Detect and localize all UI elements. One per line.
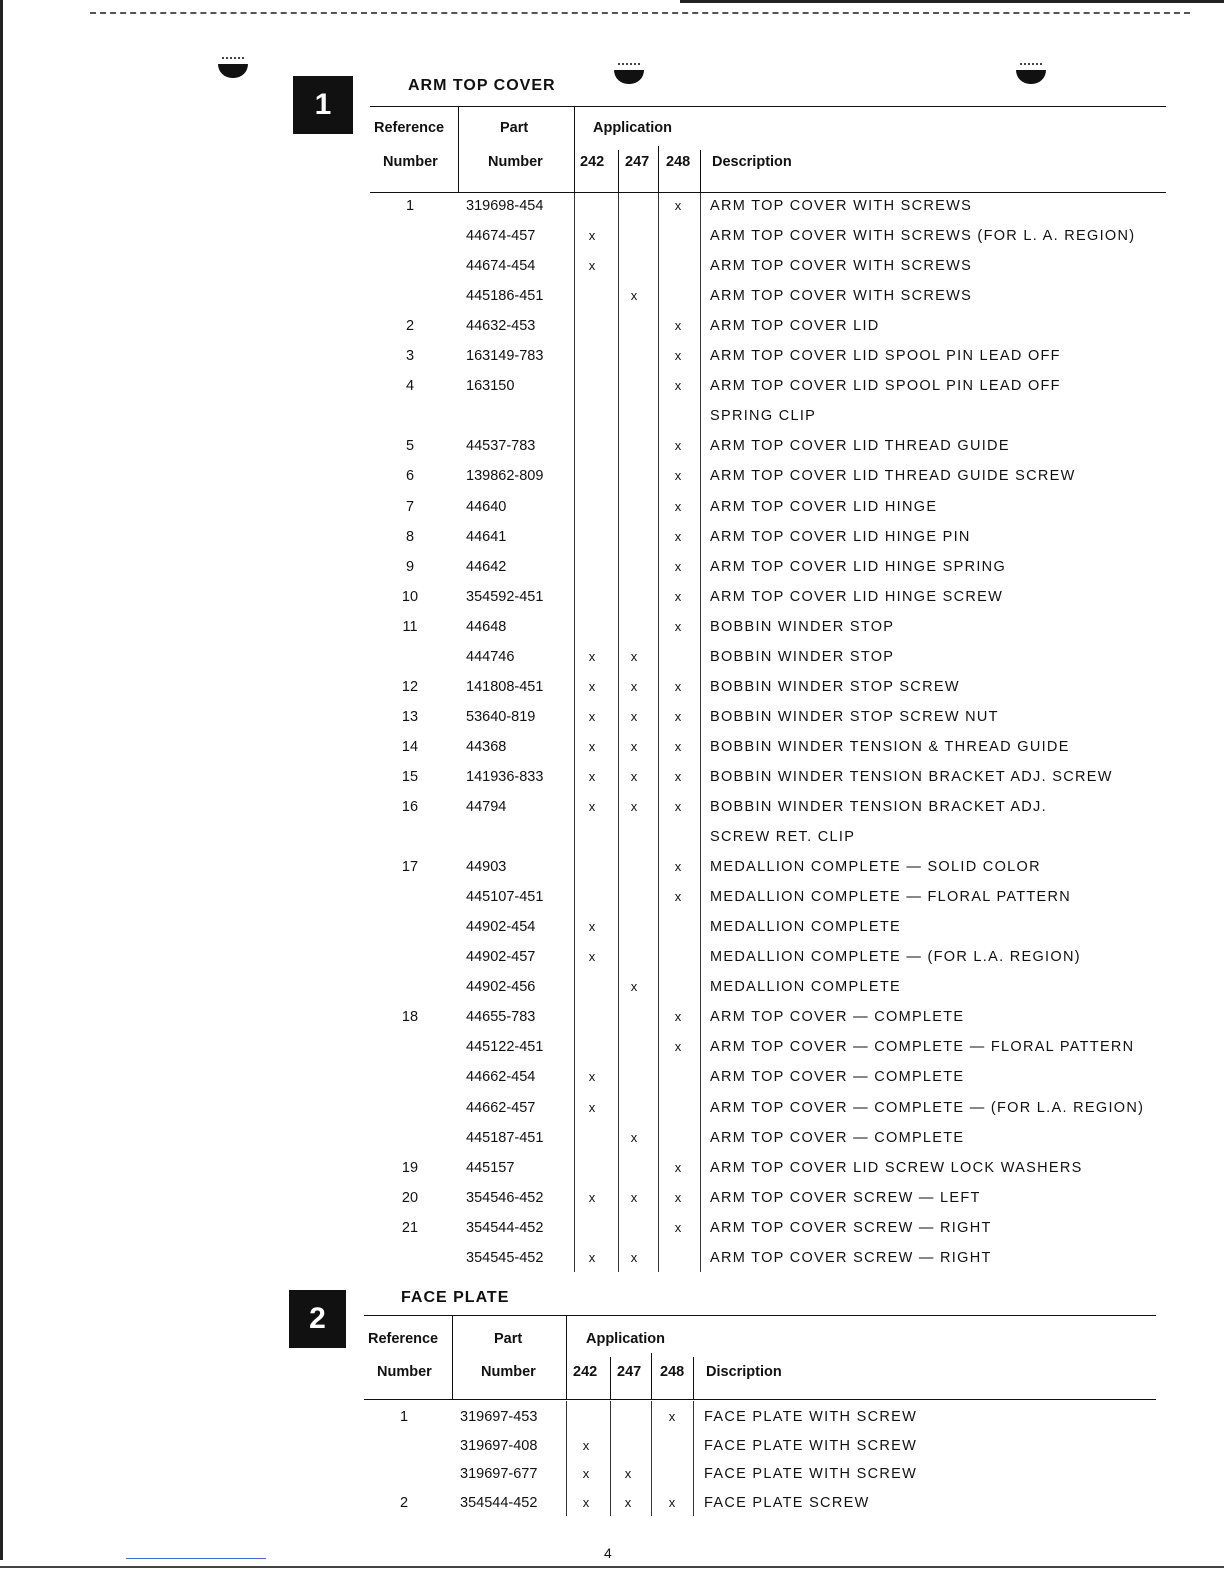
section-2-title: FACE PLATE — [401, 1289, 510, 1306]
description-text: BOBBIN WINDER TENSION & THREAD GUIDE — [710, 738, 1070, 755]
table-row — [370, 619, 1166, 643]
part-number: 44902-456 — [466, 979, 536, 996]
application-248-mark: x — [674, 468, 682, 484]
description-text: BOBBIN WINDER STOP — [710, 648, 895, 665]
scan-bottom-mark — [126, 1558, 266, 1559]
part-number: 44640 — [466, 498, 507, 515]
application-242-mark: x — [588, 919, 596, 935]
table-row — [370, 949, 1166, 973]
description-text: FACE PLATE WITH SCREW — [704, 1409, 918, 1425]
application-248-mark: x — [674, 1009, 682, 1025]
part-number: 44537-783 — [466, 438, 536, 455]
application-248-mark: x — [674, 1039, 682, 1055]
part-number: 44642 — [466, 558, 507, 575]
section-1-title: ARM TOP COVER — [408, 77, 556, 94]
header-divider — [693, 1357, 694, 1399]
reference-number: 18 — [401, 1009, 419, 1026]
application-247-mark: x — [630, 1249, 638, 1265]
reference-number: 15 — [401, 768, 419, 785]
table-row — [370, 499, 1166, 523]
table-row — [370, 1009, 1166, 1033]
description-text: BOBBIN WINDER STOP SCREW NUT — [710, 708, 999, 725]
application-247-mark: x — [624, 1495, 632, 1511]
scan-bottom-edge — [0, 1566, 1224, 1568]
reference-number: 1 — [399, 1409, 409, 1425]
description-header: Description — [712, 154, 792, 170]
table-row — [370, 318, 1166, 342]
table-row — [370, 438, 1166, 462]
application-248-mark: x — [668, 1495, 676, 1511]
part-number: 354546-452 — [466, 1189, 544, 1206]
scan-left-edge — [0, 0, 3, 1560]
table-row — [370, 859, 1166, 883]
header-divider — [618, 150, 619, 192]
application-242-mark: x — [588, 1249, 596, 1265]
description-text: ARM TOP COVER LID SPOOL PIN LEAD OFF — [710, 348, 1061, 365]
application-248-mark: x — [674, 1219, 682, 1235]
table-row — [370, 889, 1166, 913]
part-number: 445187-451 — [466, 1129, 544, 1146]
description-text: ARM TOP COVER LID SCREW LOCK WASHERS — [710, 1159, 1083, 1176]
part-number: 354544-452 — [460, 1495, 538, 1512]
face-plate-table — [364, 1307, 1156, 1517]
table-row — [370, 919, 1166, 943]
app-242-header: 242 — [580, 154, 605, 170]
part-number: 319697-677 — [460, 1466, 538, 1483]
application-248-mark: x — [674, 738, 682, 754]
table-row — [364, 1495, 1160, 1519]
app-242-header: 242 — [573, 1364, 598, 1380]
reference-number: 2 — [399, 1495, 409, 1512]
table-row — [370, 799, 1166, 823]
application-242-mark: x — [588, 228, 596, 244]
part-number: 44662-454 — [466, 1069, 536, 1086]
application-248-mark: x — [674, 378, 682, 394]
table-row — [370, 1220, 1166, 1244]
reference-number: 6 — [405, 468, 415, 485]
table-row — [364, 1409, 1160, 1433]
part-number: 44902-457 — [466, 949, 536, 966]
table-row — [370, 1100, 1166, 1124]
ref-header-2: Number — [383, 154, 438, 170]
application-248-mark: x — [674, 198, 682, 213]
table-row — [370, 679, 1166, 703]
section-1-badge: 1 — [293, 76, 353, 134]
table-row — [370, 378, 1166, 402]
column-rule — [693, 1401, 694, 1516]
application-248-mark: x — [674, 438, 682, 454]
description-text: ARM TOP COVER LID THREAD GUIDE SCREW — [710, 468, 1076, 485]
table-row — [370, 649, 1166, 673]
application-242-mark: x — [582, 1495, 590, 1511]
description-text: ARM TOP COVER LID HINGE — [710, 498, 938, 515]
reference-number: 19 — [401, 1159, 419, 1176]
header-divider — [610, 1357, 611, 1399]
table-row — [370, 1039, 1166, 1063]
column-rule — [618, 190, 619, 1272]
reference-number: 2 — [405, 318, 415, 335]
reference-number: 21 — [401, 1219, 419, 1236]
description-text: ARM TOP COVER WITH SCREWS — [710, 288, 973, 305]
application-247-mark: x — [630, 768, 638, 784]
part-number: 44368 — [466, 738, 507, 755]
application-248-mark: x — [674, 799, 682, 814]
table-row — [370, 348, 1166, 372]
binder-hole-left — [218, 64, 248, 78]
table-header-rule — [370, 192, 1166, 193]
part-number: 44641 — [466, 528, 507, 545]
header-divider — [566, 1315, 567, 1399]
application-248-mark: x — [674, 1189, 682, 1205]
table-row — [370, 769, 1166, 793]
application-247-mark: x — [630, 738, 638, 754]
application-248-mark: x — [674, 498, 682, 514]
application-248-mark: x — [674, 768, 682, 784]
application-242-mark: x — [582, 1466, 590, 1482]
header-divider — [574, 106, 575, 192]
table-row — [370, 258, 1166, 282]
application-242-mark: x — [588, 768, 596, 784]
description-text: ARM TOP COVER SCREW — RIGHT — [710, 1249, 992, 1266]
application-248-mark: x — [674, 588, 682, 604]
part-number: 445186-451 — [466, 288, 544, 305]
application-242-mark: x — [588, 678, 596, 694]
part-number: 141808-451 — [466, 678, 544, 695]
application-247-mark: x — [630, 648, 638, 664]
table-row — [370, 1250, 1166, 1274]
app-248-header: 248 — [660, 1364, 685, 1380]
application-248-mark: x — [674, 889, 682, 905]
application-247-mark: x — [630, 1189, 638, 1205]
description-text: MEDALLION COMPLETE — [710, 919, 901, 936]
description-text: SPRING CLIP — [710, 408, 817, 425]
reference-number: 10 — [401, 588, 419, 605]
column-rule — [658, 190, 659, 1272]
part-number: 53640-819 — [466, 708, 536, 725]
binder-hole-center — [614, 70, 644, 84]
application-242-mark: x — [588, 1069, 596, 1085]
column-rule — [566, 1401, 567, 1516]
header-divider — [452, 1315, 453, 1399]
part-number: 163149-783 — [466, 348, 544, 365]
part-header-2: Number — [481, 1364, 536, 1380]
application-247-mark: x — [630, 678, 638, 694]
description-text: FACE PLATE WITH SCREW — [704, 1437, 918, 1454]
table-row — [370, 1069, 1166, 1093]
description-text: ARM TOP COVER LID HINGE SPRING — [710, 558, 1007, 575]
description-text: BOBBIN WINDER STOP — [710, 618, 895, 635]
part-number: 141936-833 — [466, 768, 544, 785]
application-242-mark: x — [588, 799, 596, 814]
table-row — [370, 979, 1166, 1003]
table-row — [370, 529, 1166, 553]
description-text: BOBBIN WINDER STOP SCREW — [710, 678, 960, 695]
description-text: ARM TOP COVER — COMPLETE — FLORAL PATTERN — [710, 1039, 1135, 1056]
part-number: 44655-783 — [466, 1009, 536, 1026]
description-text: SCREW RET. CLIP — [710, 829, 856, 846]
reference-number: 4 — [405, 378, 415, 395]
binder-hole-right — [1016, 70, 1046, 84]
description-text: BOBBIN WINDER TENSION BRACKET ADJ. — [710, 799, 1047, 815]
app-248-header: 248 — [666, 154, 691, 170]
table-row — [370, 468, 1166, 492]
description-text: ARM TOP COVER — COMPLETE — (FOR L.A. REGION) — [710, 1099, 1145, 1116]
part-header-2: Number — [488, 154, 543, 170]
application-247-mark: x — [630, 288, 638, 304]
application-247-mark: x — [630, 1129, 638, 1145]
table-row — [370, 559, 1166, 583]
header-divider — [700, 150, 701, 192]
part-number: 163150 — [466, 378, 515, 395]
ref-header-1: Reference — [374, 120, 445, 136]
application-248-mark: x — [674, 1159, 682, 1175]
part-number: 44903 — [466, 859, 507, 876]
reference-number: 8 — [405, 528, 415, 545]
part-number: 354544-452 — [466, 1219, 544, 1236]
application-248-mark: x — [668, 1409, 676, 1424]
description-text: MEDALLION COMPLETE — FLORAL PATTERN — [710, 889, 1072, 906]
part-number: 139862-809 — [466, 468, 544, 485]
application-247-mark: x — [630, 979, 638, 995]
description-text: MEDALLION COMPLETE — SOLID COLOR — [710, 859, 1041, 876]
application-242-mark: x — [588, 648, 596, 664]
application-248-mark: x — [674, 618, 682, 634]
arm-top-cover-table — [370, 98, 1166, 1268]
header-divider — [458, 106, 459, 192]
part-number: 44648 — [466, 618, 507, 635]
description-text: ARM TOP COVER — COMPLETE — [710, 1069, 965, 1086]
column-rule — [700, 190, 701, 1272]
table-top-rule — [364, 1315, 1156, 1316]
column-rule — [574, 190, 575, 1272]
scan-top-edge — [680, 0, 1224, 3]
part-number: 354545-452 — [466, 1249, 544, 1266]
reference-number: 1 — [405, 198, 415, 214]
application-242-mark: x — [588, 1189, 596, 1205]
description-text: ARM TOP COVER SCREW — LEFT — [710, 1189, 981, 1206]
ref-header-1: Reference — [368, 1331, 439, 1347]
description-text: MEDALLION COMPLETE — (FOR L.A. REGION) — [710, 949, 1081, 966]
application-247-mark: x — [630, 708, 638, 724]
reference-number: 12 — [401, 678, 419, 695]
table-row — [370, 829, 1166, 853]
description-text: ARM TOP COVER — COMPLETE — [710, 1009, 965, 1026]
column-rule — [651, 1401, 652, 1516]
table-row — [370, 408, 1166, 432]
application-242-mark: x — [588, 738, 596, 754]
description-text: ARM TOP COVER WITH SCREWS — [710, 198, 973, 214]
reference-number: 20 — [401, 1189, 419, 1206]
description-text: ARM TOP COVER WITH SCREWS (FOR L. A. REGION) — [710, 228, 1136, 245]
description-text: MEDALLION COMPLETE — [710, 979, 901, 996]
part-number: 354592-451 — [466, 588, 544, 605]
application-242-mark: x — [588, 258, 596, 274]
part-number: 445107-451 — [466, 889, 544, 906]
description-header: Discription — [706, 1364, 782, 1380]
description-text: ARM TOP COVER SCREW — RIGHT — [710, 1219, 992, 1236]
part-number: 44674-457 — [466, 228, 536, 245]
part-header-1: Part — [500, 120, 529, 136]
part-number: 44794 — [466, 799, 507, 815]
app-247-header: 247 — [617, 1364, 642, 1380]
description-text: ARM TOP COVER LID — [710, 318, 880, 335]
table-row — [370, 739, 1166, 763]
scan-top-rule — [90, 12, 1190, 14]
application-242-mark: x — [588, 1099, 596, 1115]
part-number: 319697-408 — [460, 1437, 538, 1454]
table-top-rule — [370, 106, 1166, 107]
application-248-mark: x — [674, 558, 682, 574]
column-rule — [610, 1401, 611, 1516]
application-242-mark: x — [582, 1437, 590, 1453]
description-text: ARM TOP COVER WITH SCREWS — [710, 258, 973, 275]
application-248-mark: x — [674, 859, 682, 875]
header-divider — [651, 1353, 652, 1399]
reference-number: 3 — [405, 348, 415, 365]
reference-number: 11 — [402, 618, 418, 635]
table-row — [370, 709, 1166, 733]
application-248-mark: x — [674, 348, 682, 364]
description-text: ARM TOP COVER LID THREAD GUIDE — [710, 438, 1010, 455]
application-247-mark: x — [630, 799, 638, 814]
table-row — [370, 1130, 1166, 1154]
table-row — [370, 228, 1166, 252]
app-247-header: 247 — [625, 154, 650, 170]
application-header: Application — [586, 1331, 665, 1347]
description-text: ARM TOP COVER LID SPOOL PIN LEAD OFF — [710, 378, 1061, 395]
table-row — [370, 198, 1166, 222]
table-row — [364, 1466, 1160, 1490]
reference-number: 9 — [405, 558, 415, 575]
table-header-rule — [364, 1399, 1156, 1400]
application-247-mark: x — [624, 1466, 632, 1482]
application-248-mark: x — [674, 678, 682, 694]
part-number: 319697-453 — [460, 1409, 538, 1425]
reference-number: 5 — [405, 438, 415, 455]
table-row — [370, 1190, 1166, 1214]
section-2-badge: 2 — [289, 1290, 346, 1348]
table-row — [370, 1160, 1166, 1184]
part-number: 44662-457 — [466, 1099, 536, 1116]
application-header: Application — [593, 120, 672, 136]
application-242-mark: x — [588, 949, 596, 965]
description-text: FACE PLATE WITH SCREW — [704, 1466, 918, 1483]
reference-number: 16 — [401, 799, 419, 815]
table-row — [364, 1438, 1160, 1462]
description-text: BOBBIN WINDER TENSION BRACKET ADJ. SCREW — [710, 768, 1113, 785]
application-242-mark: x — [588, 708, 596, 724]
ref-header-2: Number — [377, 1364, 432, 1380]
reference-number: 7 — [405, 498, 415, 515]
reference-number: 13 — [401, 708, 419, 725]
part-number: 44632-453 — [466, 318, 536, 335]
description-text: ARM TOP COVER LID HINGE SCREW — [710, 588, 1004, 605]
application-248-mark: x — [674, 708, 682, 724]
part-number: 44674-454 — [466, 258, 536, 275]
part-number: 444746 — [466, 648, 515, 665]
description-text: ARM TOP COVER — COMPLETE — [710, 1129, 965, 1146]
table-row — [370, 589, 1166, 613]
table-row — [370, 288, 1166, 312]
reference-number: 14 — [401, 738, 419, 755]
part-number: 319698-454 — [466, 198, 544, 214]
part-number: 44902-454 — [466, 919, 536, 936]
description-text: ARM TOP COVER LID HINGE PIN — [710, 528, 971, 545]
application-248-mark: x — [674, 528, 682, 544]
reference-number: 17 — [401, 859, 419, 876]
description-text: FACE PLATE SCREW — [704, 1495, 870, 1512]
part-number: 445122-451 — [466, 1039, 544, 1056]
page-number: 4 — [604, 1545, 612, 1561]
header-divider — [658, 146, 659, 192]
application-248-mark: x — [674, 318, 682, 334]
part-number: 445157 — [466, 1159, 515, 1176]
part-header-1: Part — [494, 1331, 523, 1347]
